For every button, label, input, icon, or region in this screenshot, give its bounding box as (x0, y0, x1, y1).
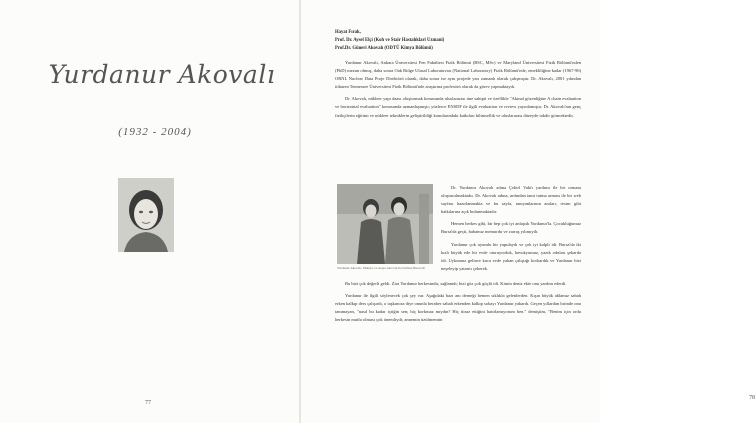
paragraph: Yurdanur çok uyumlu bir yapıdaydı ve çok iyi kalpli idi. Bursa'da iki kızlı büyük ede bir evde oturuyorduk, havukyumuz, yazık oduları şekarda idi. Uykumuz gelince kuca evde yakan çalıştığı korkardık ve Yurdanur bizi neşeleyip yatarıtı çekerek. (441, 241, 581, 271)
bottom-text (335, 280, 581, 328)
memorial-years: (1932 - 2004) (118, 126, 192, 138)
paragraph: Dr. Akovalı, nükleer yapı daası oluşturmak konusunda uluslararası üne sahipti ve özellikle "Akinal gözenliğine A chain evaluation ve horizontal evaluation" konusunda uzmanlaşmıştı; yüzlerce ENSDF ile ilgili evaluation ve review yayınlamıştır. Dr. Akovalı'nın genç fizikçilerin eğitimi ve nükleer tekniklerin geliştirildiği konularındaki katkıları bilimsellik ve uluslararası düzeyde takdir görmektedir. (335, 96, 581, 118)
credit-line: Hayat Fırak, (335, 30, 361, 35)
side-text (441, 184, 581, 277)
photo-caption: Yurdanur Akovalı, Mahiye ve Asiye Akovalı ile birlikte Bursa'da (337, 266, 425, 270)
main-text (335, 59, 581, 124)
family-photo (337, 184, 433, 264)
right-page (301, 0, 755, 423)
left-page (0, 0, 299, 423)
family-photo-image (337, 184, 433, 264)
paragraph: Yurdanur ile ilgili söylenecek çok şey var. Aşağıdaki bazı anı derneği hemen sıklıkla gelenlerden. Kışın büyük ablamız sabah erken kalkıp ders çalışırdı, o taşkınoza diye onunla beraber sabah erkenden kalkıp sobayı Yurdanur yakardı. Geçen yıllardan birinde onu tanımayan, "nasıl bu kadar içtiğin sen; hiç korkmaz mıydın? Hiç itiraz ettiğini hatırlamıyorum ben." demiştim, "Benim için ordu herkesin mutlu olması çok önemliydi; annemin üzülmemini (335, 293, 581, 323)
page-number-right: 78 (749, 395, 755, 401)
portrait-photo (118, 178, 174, 252)
memorial-title: Yurdanur Akovalı (48, 60, 276, 89)
credit-line: Prof. Dr. Aysel Elçi (Koh ve Stair Hastahklari Uzmani) (335, 38, 445, 43)
paragraph: Dr. Yurdanur Akovalı adına Çekirl Vakfı yardımı ile bir ormanı oluşturulmaktadır. Dr. Akovalı adına, ardından tanıt tutma arması ile bir web sayfası hazırlanmakta ve bu sayfa, tanıyanlarının anıları, resim gibi katkılarına açık bulunmaktadır. (441, 185, 581, 215)
portrait-image (118, 178, 174, 252)
credit-line: Prof.Dr. Güneri Akovalı (ODTÜ Kimya Bölümü) (335, 46, 433, 51)
paragraph: Hemen herkes gibi, bir hep çok iyi anlaştık Yurdanur'la. Çocukluğumuz Bursa'da geçti, babamız memurdu ve zarraş yılımıyth. (441, 221, 581, 235)
paragraph: Bu bizi çok değerli geldi. Zira Yurdanur herkesindir, sağlamdı; bizi göz çok güçlü idi. Kimin deniz ekte onu yardım ederdi. (345, 281, 567, 286)
author-credits (335, 29, 575, 53)
page-number-left: 77 (145, 400, 151, 406)
paragraph: Yurdanur Akovalı, Ankara Üniversitesi Fen Fakültesi Fizik Bölümü (BSC, MSc) ve Maryland Üniversitesi Fizik Bölümü'nden (PhD) mezun olmuş, daha sonra Oak Ridge Ulusal Laboratuvarı (National Laboratory) Fizik Bölümü'nde, emekliliğine kadar (1967-96) ORNL Nuclear Data Proje Direktörü olarak, daha sonra ise aynı projede yarı zamanlı olarak çalışmıştır. Dr. Akovalı, 2001 yılından itibaren Tennessee Üniversitesi Fizik Bölümü'nde araştırma profesörü olarak da görev yapmaktaydı. (335, 60, 581, 90)
